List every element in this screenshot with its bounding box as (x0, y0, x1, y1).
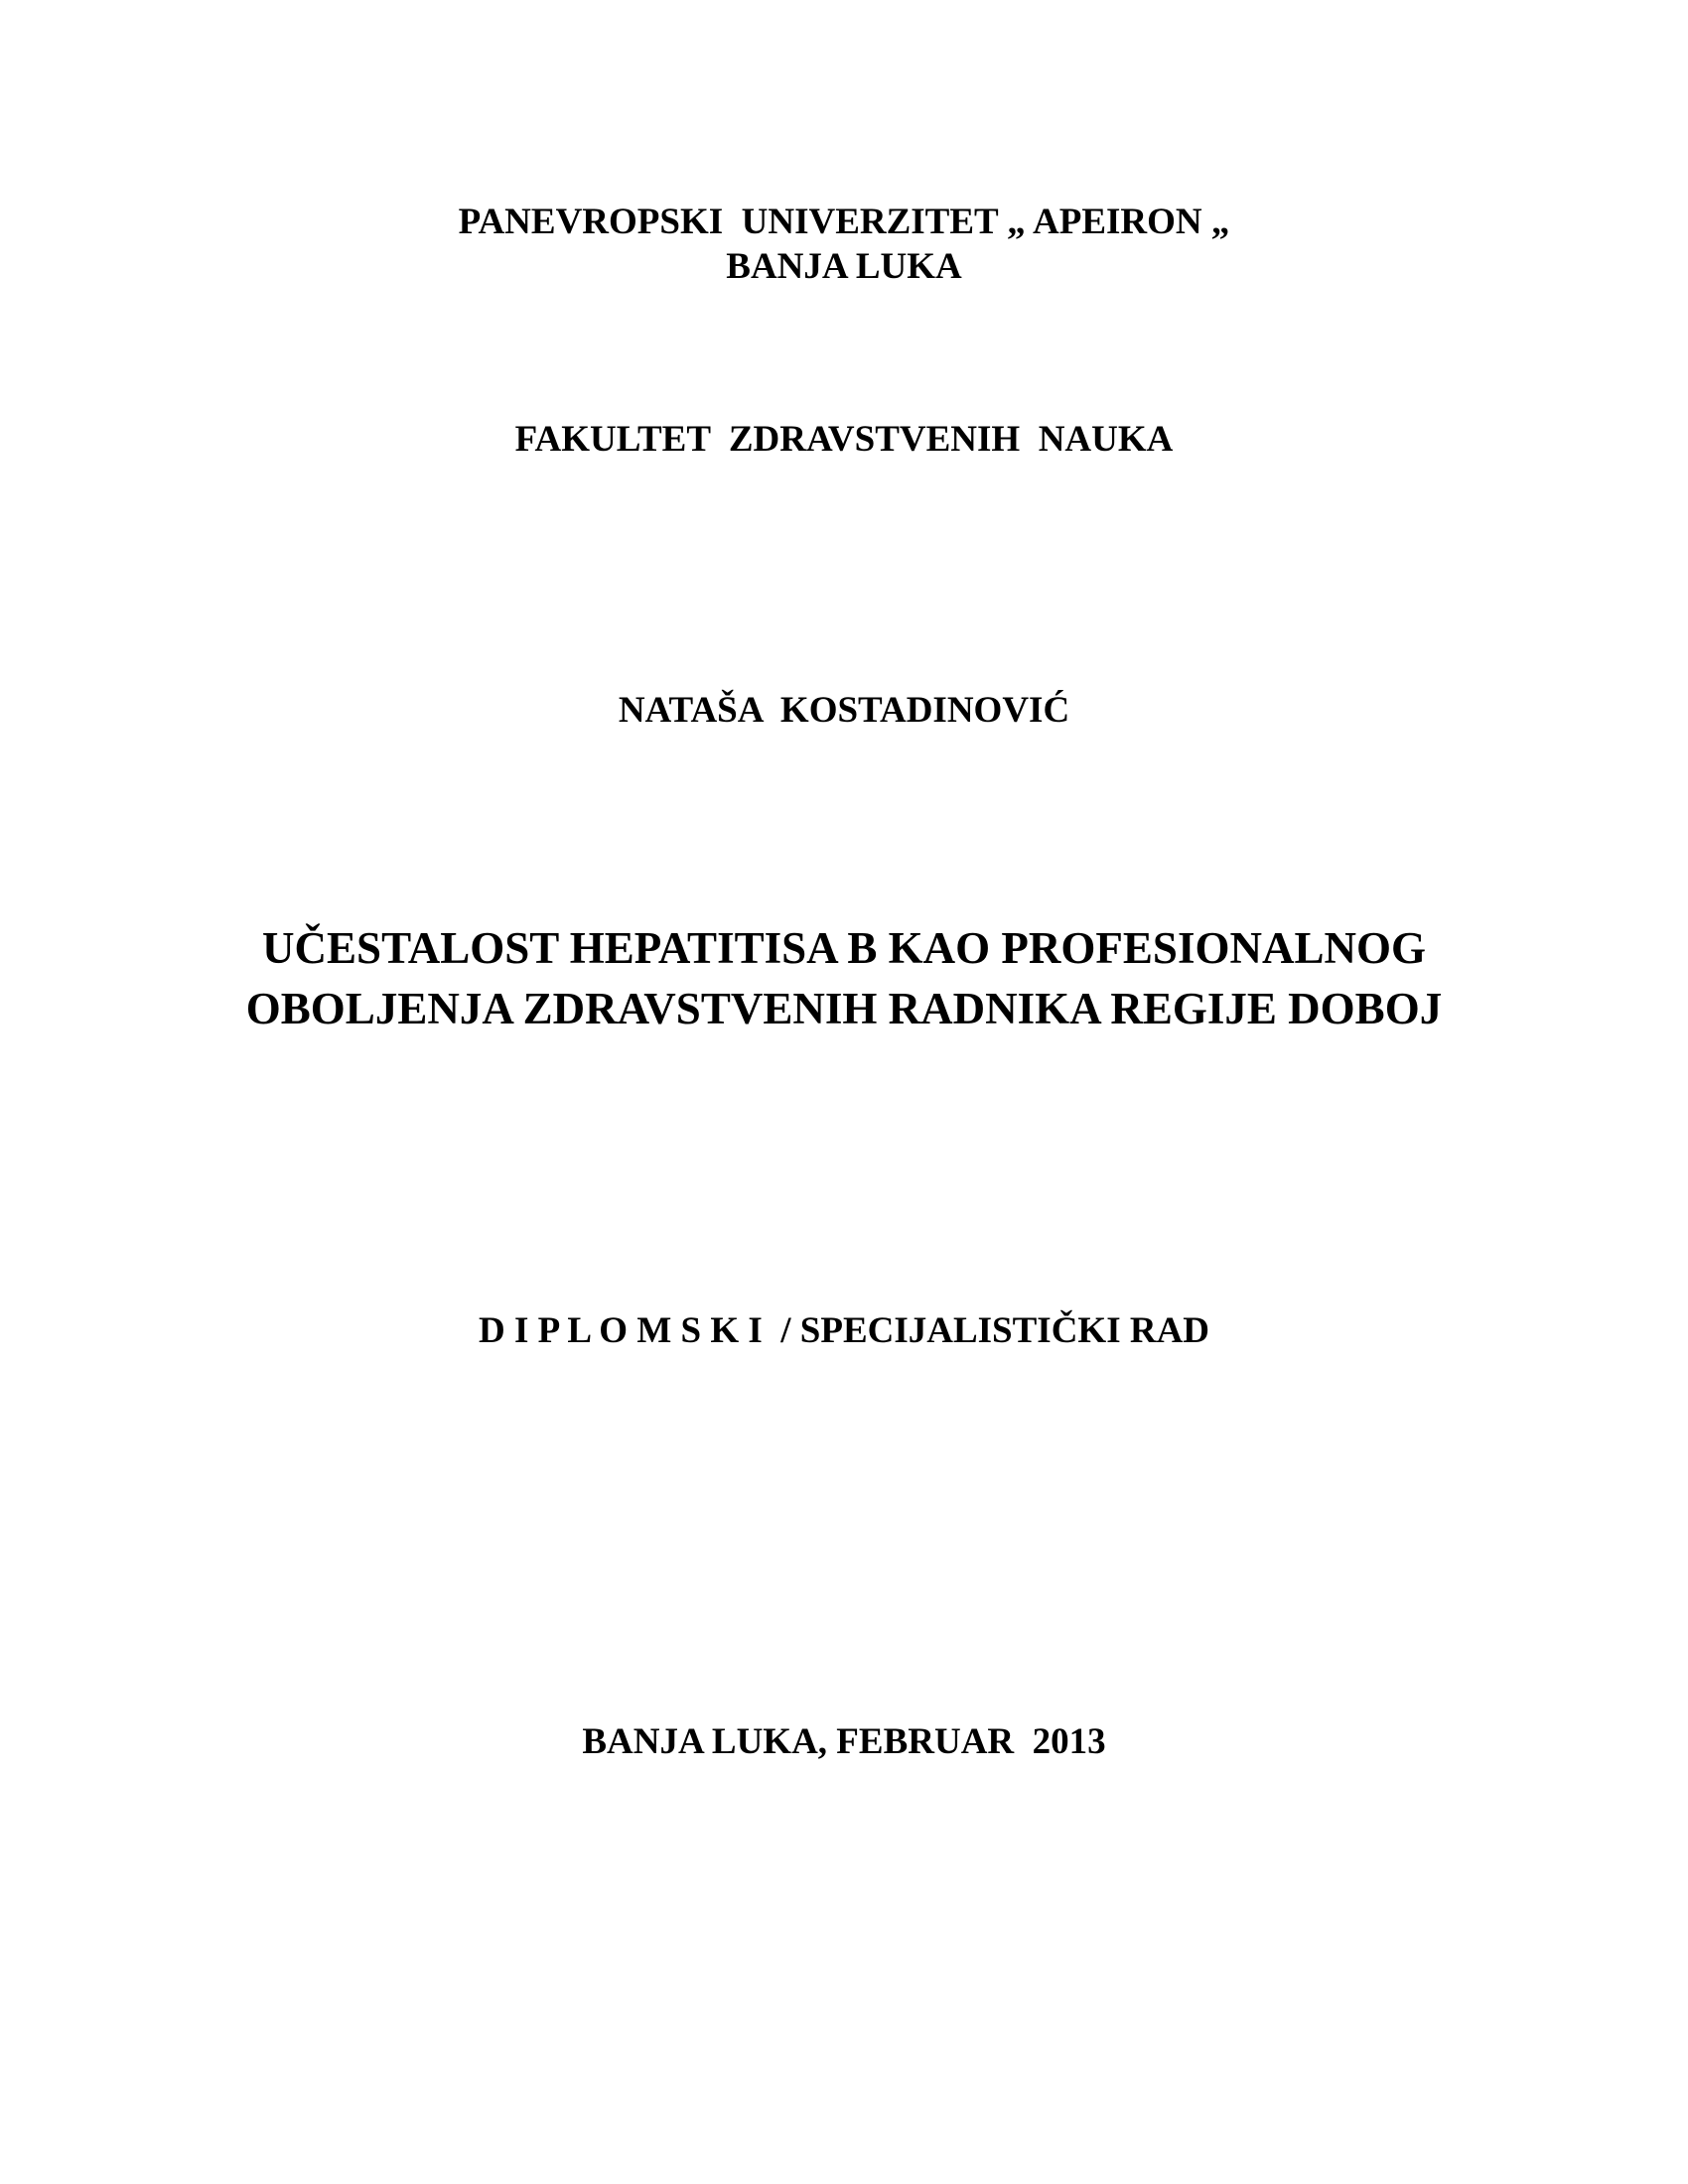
faculty-name: FAKULTET ZDRAVSTVENIH NAUKA (514, 419, 1174, 460)
thesis-type: D I P L O M S K I / SPECIJALISTIČKI RAD (478, 1310, 1210, 1351)
university-name: PANEVROPSKI UNIVERZITET „ APEIRON „ (458, 202, 1230, 242)
author-name: NATAŠA KOSTADINOVIĆ (618, 690, 1070, 731)
university-city: BANJA LUKA (726, 246, 962, 287)
thesis-title-line-2: OBOLJENJA ZDRAVSTVENIH RADNIKA REGIJE DOBOJ (245, 984, 1443, 1033)
place-and-date: BANJA LUKA, FEBRUAR 2013 (582, 1721, 1106, 1762)
thesis-title-line-1: UČESTALOST HEPATITISA B KAO PROFESIONALNOG (262, 923, 1426, 973)
